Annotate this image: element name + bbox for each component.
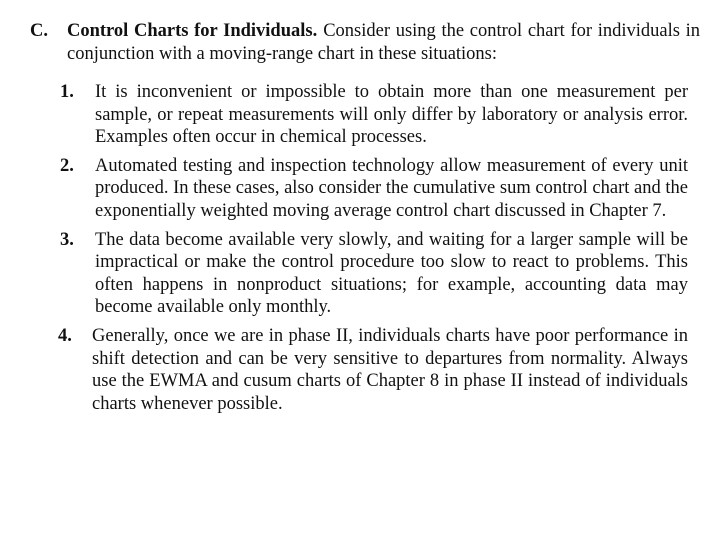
- list-item: [60, 229, 688, 319]
- list-item-number: 3.: [60, 229, 74, 250]
- section-letter: C.: [30, 21, 48, 41]
- list-item-text: Generally, once we are in phase II, individuals charts have poor performance in shift detection and can be very sensitive to departures from normality. Always use the EWMA and cusum charts of Chapter 8 in phase II instead of individuals charts whenever possible.: [92, 325, 688, 414]
- section-intro: Consider using the control chart for individuals in conjunction with a moving-range chart in these situations:: [67, 21, 701, 64]
- list-item: [60, 81, 688, 149]
- list-item-text: The data become available very slowly, and waiting for a larger sample will be impractical or make the control procedure too slow to react to problems. This often happens in nonproduct situations; for example, accounting data may become available only monthly.: [95, 229, 688, 318]
- section-title: Control Charts for Individuals.: [67, 21, 318, 41]
- list-item: [60, 325, 688, 415]
- section-intro-paragraph: [67, 20, 700, 66]
- list-item-number: 4.: [58, 325, 72, 346]
- list-item-text: Automated testing and inspection technology allow measurement of every unit produced. In these cases, also consider the cumulative sum control chart and the exponentially weighted moving average control chart discussed in Chapter 7.: [95, 155, 688, 221]
- section-heading: [30, 20, 700, 66]
- situation-list: [60, 81, 688, 421]
- list-item: [60, 155, 688, 223]
- list-item-text: It is inconvenient or impossible to obtain more than one measurement per sample, or repeat measurements will only differ by laboratory or analysis error. Examples often occur in chemical processes.: [95, 82, 688, 148]
- list-item-number: 1.: [60, 82, 74, 102]
- list-item-number: 2.: [60, 155, 74, 176]
